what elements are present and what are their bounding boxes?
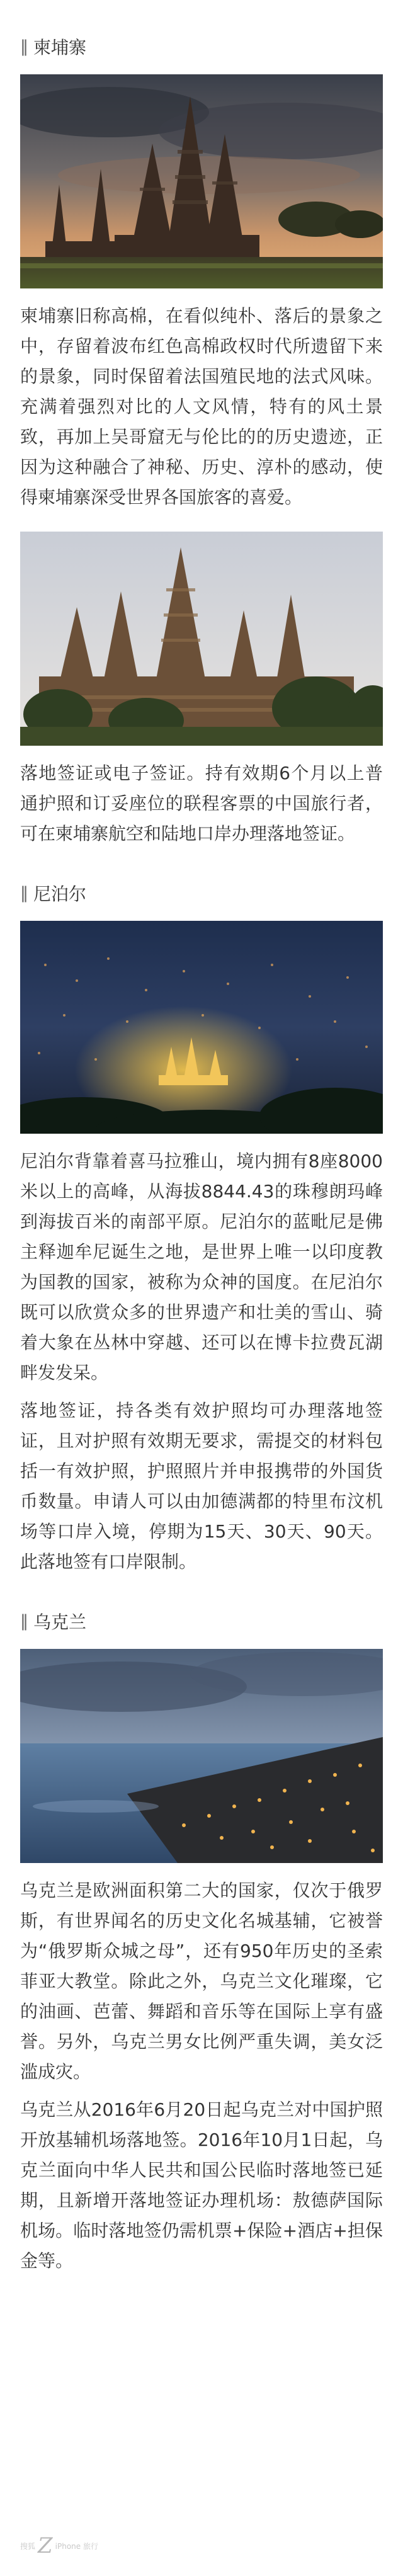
- section-marker-icon: ‖: [20, 884, 28, 903]
- paragraph: 乌克兰是欧洲面积第二大的国家，仅次于俄罗斯，有世界闻名的历史文化名城基辅，它被誉为“俄罗斯众城之母”，还有950年历史的圣索菲亚大教堂。除此之外，乌克兰文化璀璨，它的油画、芭蕾、舞蹈和音乐等在国际上享有盛誉。另外，乌克兰男女比例严重失调，美女泛滥成灾。: [20, 1880, 383, 2082]
- section-header-nepal: [20, 881, 383, 906]
- paragraph: 乌克兰从2016年6月20日起乌克兰对中国护照开放基辅机场落地签。2016年10月1日起，乌克兰面向中华人民共和国公民临时落地签已延期，且新增开落地签证办理机场：敖德萨国际机场。临时落地签仍需机票+保险+酒店+担保金等。: [20, 2099, 383, 2271]
- section-title: 尼泊尔: [33, 884, 87, 904]
- paragraph: 柬埔寨旧称高棉，在看似纯朴、落后的景象之中，存留着波布红色高棉政权时代所遗留下来的景象，同时保留着法国殖民地的法式风味。充满着强烈对比的人文风情，特有的风土景致，再加上吴哥窟无与伦比的的历史遗迹，正因为这种融合了神秘、历史、淳朴的感动，使得柬埔寨深受世界各国旅客的喜爱。: [20, 305, 383, 508]
- kyiv-coast-photo: [20, 1649, 383, 1863]
- section-marker-icon: ‖: [20, 37, 28, 56]
- footer-suffix: iPhone 旅行: [55, 2541, 98, 2551]
- section-header-cambodia: [20, 34, 383, 59]
- section-title: 柬埔寨: [33, 37, 87, 58]
- paragraph: 落地签证，持各类有效护照均可办理落地签证，且对护照有效期无要求，需提交的材料包括一有效护照，护照照片并申报携带的外国货币数量。申请人可以由加德满都的特里布汶机场等口岸入境，停期为15天、30天、90天。此落地签有口岸限制。: [20, 1400, 383, 1572]
- angkor-wat-photo: [20, 532, 383, 746]
- angkor-wat-image: [20, 532, 383, 746]
- footer-prefix: 搜狐: [20, 2541, 36, 2551]
- angkor-sunset-image: [20, 74, 383, 288]
- kathmandu-night-photo: [20, 921, 383, 1134]
- article: [0, 34, 403, 2576]
- angkor-temple-photo: [20, 74, 383, 288]
- watermark-logo-icon: Z: [38, 2533, 53, 2558]
- section-header-ukraine: [20, 1609, 383, 1634]
- section-marker-icon: ‖: [20, 1612, 28, 1631]
- footer-watermark: [20, 2533, 98, 2558]
- kathmandu-night-image: [20, 921, 383, 1134]
- section-title: 乌克兰: [33, 1612, 87, 1633]
- paragraph: 尼泊尔背靠着喜马拉雅山，境内拥有8座8000米以上的高峰，从海拔8844.43的珠穆朗玛峰到海拔百米的南部平原。尼泊尔的蓝毗尼是佛主释迦牟尼诞生之地，是世界上唯一以印度教为国教的国家，被称为众神的国度。在尼泊尔既可以欣赏众多的世界遗产和壮美的雪山、骑着大象在丛林中穿越、还可以在博卡拉费瓦湖畔发发呆。: [20, 1151, 383, 1383]
- kyiv-dusk-image: [20, 1649, 383, 1863]
- paragraph: 落地签证或电子签证。持有效期6个月以上普通护照和订妥座位的联程客票的中国旅行者，可在柬埔寨航空和陆地口岸办理落地签证。: [20, 763, 383, 844]
